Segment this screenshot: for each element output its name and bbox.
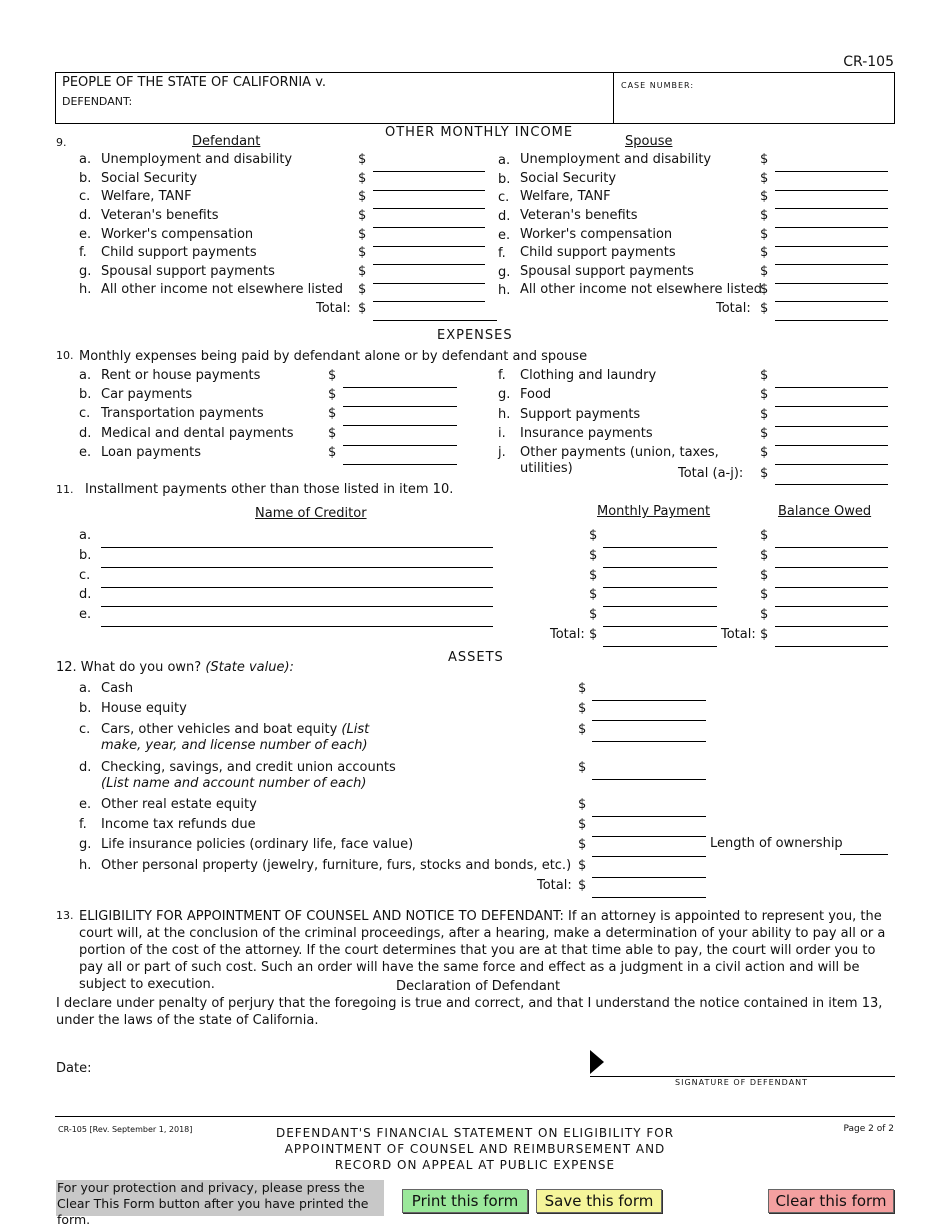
installment-letter: e. (79, 607, 92, 622)
income-item-label: Veteran's benefits (101, 208, 219, 223)
asset-total-label: Total: (537, 878, 572, 893)
expense-item-letter: b. (79, 387, 92, 402)
dollar-sign: $ (760, 264, 769, 279)
asset-value-field[interactable] (592, 836, 706, 837)
expense-amount-field[interactable] (343, 387, 457, 388)
income-item-letter: f. (79, 245, 87, 260)
creditor-name-field[interactable] (101, 587, 493, 588)
installment-letter: a. (79, 528, 92, 543)
expense-item-letter: h. (498, 407, 511, 422)
monthly-payment-field[interactable] (603, 606, 717, 607)
income-spouse-amount-field[interactable] (775, 190, 888, 191)
case-number-label: CASE NUMBER: (621, 81, 695, 90)
expense-item-label: Other payments (union, taxes, utilities) (520, 445, 719, 476)
balance-owed-field[interactable] (775, 626, 888, 627)
form-id: CR-105 (843, 54, 894, 70)
dollar-sign: $ (578, 878, 587, 893)
asset-item-label: Checking, savings, and credit union accounts (List name and account number of each) (101, 760, 396, 791)
dollar-sign: $ (578, 701, 587, 716)
dollar-sign: $ (578, 760, 587, 775)
expense-item-letter: j. (498, 445, 506, 460)
dollar-sign: $ (760, 301, 769, 316)
asset-item-letter: b. (79, 701, 92, 716)
asset-value-field[interactable] (592, 816, 706, 817)
income-item-label: Social Security (520, 171, 617, 186)
income-item-label: Unemployment and disability (101, 152, 293, 167)
case-title: PEOPLE OF THE STATE OF CALIFORNIA v. (62, 75, 327, 90)
income-item-letter: d. (79, 208, 92, 223)
income-defendant-total-label: Total: (316, 301, 351, 316)
asset-item-label: Other real estate equity (101, 797, 257, 812)
installment-letter: d. (79, 587, 92, 602)
creditor-name-field[interactable] (101, 626, 493, 627)
income-item-label: All other income not elsewhere listed (101, 282, 343, 297)
income-defendant-amount-field[interactable] (373, 264, 485, 265)
income-item-letter: b. (498, 172, 511, 187)
footer-title: DEFENDANT'S FINANCIAL STATEMENT ON ELIGIBILITY FOR APPOINTMENT OF COUNSEL AND REIMBURSEMENT AND RECORD ON APPEAL AT PUBLIC EXPENSE (275, 1126, 675, 1172)
income-item-letter: f. (498, 246, 506, 261)
asset-item-letter: h. (79, 858, 92, 873)
expense-amount-field[interactable] (343, 445, 457, 446)
eligibility-notice: ELIGIBILITY FOR APPOINTMENT OF COUNSEL AND NOTICE TO DEFENDANT: If an attorney is appointed to represent you, the court will, at the conclusion of the criminal proceedings, after a hearing, make a determination of your ability to pay all or a portion of the cost of the attorney. If the court determines that you are at that time able to pay, the court will order you to pay all or part of such cost. Such an order will have the same force and effect as a judgment in a civil action and will be subject to execution. (79, 909, 886, 992)
col-defendant-header: Defendant (192, 134, 261, 149)
creditor-name-field[interactable] (101, 606, 493, 607)
length-of-ownership-field[interactable] (840, 854, 888, 855)
income-defendant-amount-field[interactable] (373, 190, 485, 191)
footer-divider (55, 1116, 895, 1117)
assets-intro: 12. What do you own? (State value): (56, 660, 294, 675)
asset-item-letter: d. (79, 760, 92, 775)
dollar-sign: $ (760, 568, 769, 583)
dollar-sign: $ (760, 245, 769, 260)
income-item-label: Child support payments (520, 245, 676, 260)
income-defendant-amount-field[interactable] (373, 208, 485, 209)
asset-item-letter: e. (79, 797, 92, 812)
balance-owed-field[interactable] (775, 547, 888, 548)
income-spouse-amount-field[interactable] (775, 227, 888, 228)
expense-item-letter: i. (498, 426, 506, 441)
asset-item-label: Other personal property (jewelry, furniture, furs, stocks and bonds, etc.) (101, 858, 572, 873)
item-9-number: 9. (56, 136, 67, 149)
signature-arrow-icon (590, 1050, 604, 1074)
income-spouse-amount-field[interactable] (775, 208, 888, 209)
asset-value-field[interactable] (592, 700, 706, 701)
income-spouse-amount-field[interactable] (775, 246, 888, 247)
dollar-sign: $ (760, 407, 769, 422)
col-creditor-header: Name of Creditor (255, 506, 367, 521)
income-item-label: Veteran's benefits (520, 208, 638, 223)
income-item-letter: a. (498, 153, 511, 168)
dollar-sign: $ (760, 426, 769, 441)
expense-item-label: Insurance payments (520, 426, 653, 441)
installments-intro: Installment payments other than those listed in item 10. (85, 482, 454, 497)
expense-item-letter: e. (79, 445, 92, 460)
asset-item-label: Cash (101, 681, 134, 696)
item-11-number: 11. (56, 483, 74, 496)
income-item-label: Spousal support payments (520, 264, 694, 279)
asset-value-field[interactable] (592, 720, 706, 721)
dollar-sign: $ (358, 245, 367, 260)
expense-item-letter: d. (79, 426, 92, 441)
dollar-sign: $ (760, 466, 769, 481)
income-item-label: Welfare, TANF (520, 189, 611, 204)
expense-item-label: Food (520, 387, 552, 402)
asset-item-letter: f. (79, 817, 87, 832)
asset-total-field[interactable] (592, 897, 706, 898)
income-item-label: Social Security (101, 171, 198, 186)
asset-item-letter: c. (79, 722, 91, 737)
dollar-sign: $ (760, 227, 769, 242)
income-item-label: Welfare, TANF (101, 189, 192, 204)
expense-amount-field[interactable] (343, 406, 457, 407)
expenses-intro: Monthly expenses being paid by defendant alone or by defendant and spouse (79, 349, 588, 364)
dollar-sign: $ (589, 548, 598, 563)
col-spouse-header: Spouse (625, 134, 673, 149)
creditor-name-field[interactable] (101, 547, 493, 548)
signature-label: SIGNATURE OF DEFENDANT (675, 1078, 809, 1087)
expense-amount-field[interactable] (343, 464, 457, 465)
dollar-sign: $ (760, 587, 769, 602)
installment-balance-total-label: Total: (721, 627, 756, 642)
asset-item-label: Income tax refunds due (101, 817, 256, 832)
dollar-sign: $ (358, 189, 367, 204)
col-balance-header: Balance Owed (778, 504, 872, 519)
dollar-sign: $ (578, 722, 587, 737)
installment-monthly-total-label: Total: (550, 627, 585, 642)
monthly-payment-field[interactable] (603, 547, 717, 548)
section-title-other-income: OTHER MONTHLY INCOME (385, 125, 574, 140)
dollar-sign: $ (760, 528, 769, 543)
save-form-button[interactable]: Save this form (536, 1189, 662, 1213)
dollar-sign: $ (578, 681, 587, 696)
income-item-letter: h. (498, 283, 511, 298)
expense-item-label: Medical and dental payments (101, 426, 294, 441)
dollar-sign: $ (358, 264, 367, 279)
privacy-note: For your protection and privacy, please press the Clear This Form button after you have printed the form. (56, 1180, 384, 1216)
expense-total-label: Total (a-j): (678, 466, 744, 481)
asset-value-field[interactable] (592, 741, 706, 742)
income-item-letter: b. (79, 171, 92, 186)
income-spouse-total-label: Total: (716, 301, 751, 316)
income-item-letter: c. (498, 190, 510, 205)
installment-letter: c. (79, 568, 91, 583)
dollar-sign: $ (760, 387, 769, 402)
income-item-letter: g. (79, 264, 92, 279)
expense-item-label: Support payments (520, 407, 641, 422)
expense-item-label: Rent or house payments (101, 368, 261, 383)
asset-item-letter: g. (79, 837, 92, 852)
asset-value-field[interactable] (592, 856, 706, 857)
balance-owed-field[interactable] (775, 567, 888, 568)
dollar-sign: $ (589, 607, 598, 622)
dollar-sign: $ (589, 568, 598, 583)
creditor-name-field[interactable] (101, 567, 493, 568)
dollar-sign: $ (760, 282, 769, 297)
dollar-sign: $ (589, 587, 598, 602)
monthly-payment-field[interactable] (603, 567, 717, 568)
item-13-number: 13. (56, 909, 74, 922)
income-spouse-amount-field[interactable] (775, 283, 888, 284)
length-of-ownership-label: Length of ownership (710, 836, 843, 851)
asset-value-field[interactable] (592, 877, 706, 878)
income-item-letter: e. (498, 228, 511, 243)
expense-amount-field[interactable] (775, 406, 888, 407)
income-defendant-amount-field[interactable] (373, 171, 485, 172)
income-defendant-amount-field[interactable] (373, 301, 485, 302)
expense-item-letter: f. (498, 368, 506, 383)
expense-item-letter: c. (79, 406, 91, 421)
date-label: Date: (56, 1061, 92, 1076)
balance-owed-field[interactable] (775, 587, 888, 588)
income-spouse-amount-field[interactable] (775, 301, 888, 302)
income-spouse-amount-field[interactable] (775, 264, 888, 265)
dollar-sign: $ (760, 189, 769, 204)
income-item-letter: a. (79, 152, 92, 167)
expense-item-label: Loan payments (101, 445, 201, 460)
dollar-sign: $ (358, 301, 367, 316)
asset-value-field[interactable] (592, 779, 706, 780)
clear-form-button[interactable]: Clear this form (768, 1189, 894, 1213)
dollar-sign: $ (328, 426, 337, 441)
asset-item-letter: a. (79, 681, 92, 696)
expense-item-letter: g. (498, 387, 511, 402)
expense-item-label: Transportation payments (101, 406, 264, 421)
income-defendant-amount-field[interactable] (373, 227, 485, 228)
dollar-sign: $ (589, 528, 598, 543)
dollar-sign: $ (578, 817, 587, 832)
dollar-sign: $ (578, 858, 587, 873)
expense-item-label: Car payments (101, 387, 193, 402)
income-spouse-total-field[interactable] (775, 320, 888, 321)
balance-owed-total-field[interactable] (775, 646, 888, 647)
monthly-payment-field[interactable] (603, 587, 717, 588)
footer-revision: CR-105 [Rev. September 1, 2018] (58, 1125, 193, 1134)
dollar-sign: $ (358, 282, 367, 297)
dollar-sign: $ (760, 607, 769, 622)
dollar-sign: $ (358, 227, 367, 242)
income-item-letter: d. (498, 209, 511, 224)
expense-amount-field[interactable] (775, 445, 888, 446)
dollar-sign: $ (760, 627, 769, 642)
dollar-sign: $ (760, 208, 769, 223)
dollar-sign: $ (589, 627, 598, 642)
income-item-label: Spousal support payments (101, 264, 275, 279)
income-item-label: Worker's compensation (101, 227, 254, 242)
income-spouse-amount-field[interactable] (775, 171, 888, 172)
balance-owed-field[interactable] (775, 606, 888, 607)
item-10-number: 10. (56, 349, 74, 362)
monthly-payment-field[interactable] (603, 626, 717, 627)
dollar-sign: $ (358, 171, 367, 186)
dollar-sign: $ (760, 152, 769, 167)
dollar-sign: $ (760, 171, 769, 186)
print-form-button[interactable]: Print this form (402, 1189, 528, 1213)
income-item-label: Unemployment and disability (520, 152, 712, 167)
dollar-sign: $ (328, 445, 337, 460)
income-defendant-amount-field[interactable] (373, 246, 485, 247)
asset-item-label: Cars, other vehicles and boat equity (List make, year, and license number of each) (101, 722, 370, 753)
footer-page-number: Page 2 of 2 (843, 1124, 894, 1134)
dollar-sign: $ (760, 548, 769, 563)
section-title-assets: ASSETS (448, 650, 504, 665)
col-monthly-header: Monthly Payment (597, 504, 711, 519)
expense-item-letter: a. (79, 368, 92, 383)
income-item-label: Worker's compensation (520, 227, 673, 242)
declaration-title: Declaration of Defendant (396, 979, 561, 994)
dollar-sign: $ (328, 387, 337, 402)
dollar-sign: $ (328, 406, 337, 421)
dollar-sign: $ (760, 368, 769, 383)
dollar-sign: $ (578, 797, 587, 812)
dollar-sign: $ (358, 152, 367, 167)
dollar-sign: $ (578, 837, 587, 852)
income-item-letter: e. (79, 227, 92, 242)
expense-amount-field[interactable] (775, 464, 888, 465)
monthly-payment-total-field[interactable] (603, 646, 717, 647)
expense-total-field[interactable] (775, 484, 888, 485)
declaration-text: I declare under penalty of perjury that the foregoing is true and correct, and that I understand the notice contained in item 13, under the laws of the state of California. (56, 996, 883, 1028)
section-title-expenses: EXPENSES (437, 328, 513, 343)
income-defendant-total-field[interactable] (373, 320, 497, 321)
defendant-label: DEFENDANT: (62, 95, 133, 108)
signature-line[interactable] (590, 1076, 895, 1077)
asset-item-label: House equity (101, 701, 187, 716)
income-item-letter: c. (79, 189, 91, 204)
installment-letter: b. (79, 548, 92, 563)
income-item-label: Child support payments (101, 245, 257, 260)
asset-item-label: Life insurance policies (ordinary life, face value) (101, 837, 414, 852)
dollar-sign: $ (328, 368, 337, 383)
dollar-sign: $ (358, 208, 367, 223)
expense-amount-field[interactable] (343, 425, 457, 426)
income-defendant-amount-field[interactable] (373, 283, 485, 284)
income-item-label: All other income not elsewhere listed (520, 282, 762, 297)
income-item-letter: h. (79, 282, 92, 297)
expense-amount-field[interactable] (775, 426, 888, 427)
dollar-sign: $ (760, 445, 769, 460)
income-item-letter: g. (498, 265, 511, 280)
expense-amount-field[interactable] (775, 387, 888, 388)
expense-item-label: Clothing and laundry (520, 368, 657, 383)
